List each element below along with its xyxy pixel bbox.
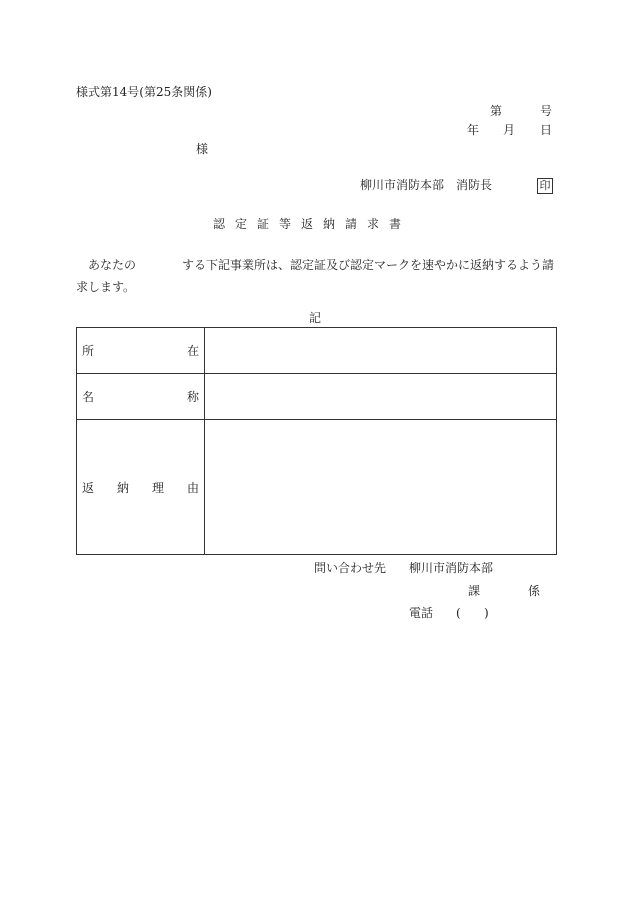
value-cell-location[interactable]: [205, 328, 557, 374]
date-day: 日: [540, 123, 553, 137]
request-body: [76, 254, 556, 298]
date-month: 月: [503, 123, 516, 137]
value-cell-name[interactable]: [205, 374, 557, 420]
doc-no-prefix: 第: [490, 104, 503, 118]
label-cell-location: [77, 328, 205, 374]
table-row-location: [77, 328, 557, 374]
seal-mark: 印: [537, 178, 553, 194]
label-cell-name: [77, 374, 205, 420]
contact-label: 問い合わせ先: [314, 561, 387, 575]
issuer-name: 柳川市消防本部 消防長: [360, 178, 493, 192]
doc-no-suffix: 号: [540, 104, 553, 118]
label-char: 納: [116, 480, 129, 495]
details-table: [76, 327, 557, 555]
body-text-part2: する下記事業所は、認定証及び認定マークを速やかに返納するよう請求します。: [76, 258, 555, 294]
contact-tel-label: 電話: [409, 606, 434, 620]
label-char: 返: [82, 480, 95, 495]
label-char: 理: [151, 480, 164, 495]
label-char: 在: [186, 344, 199, 358]
label-char: 由: [186, 480, 199, 495]
value-cell-reason[interactable]: [205, 420, 557, 555]
label-char: 称: [186, 390, 199, 404]
contact-tel-paren-close: ): [484, 606, 489, 620]
table-row-reason: [77, 420, 557, 555]
contact-tel-paren-open: (: [456, 606, 461, 620]
document-title: 認定証等返納請求書: [213, 217, 412, 231]
label-cell-reason: [77, 420, 205, 555]
addressee-honorific: 様: [196, 142, 209, 156]
label-char: 名: [82, 390, 95, 404]
label-char: 所: [82, 344, 95, 358]
date-year: 年: [467, 123, 480, 137]
form-number: 様式第14号(第25条関係): [76, 85, 212, 99]
contact-dept-kakari: 係: [528, 584, 541, 598]
body-text-part1: あなたの: [88, 258, 137, 272]
table-row-name: [77, 374, 557, 420]
contact-dept-ka: 課: [468, 584, 481, 598]
contact-org: 柳川市消防本部: [409, 561, 494, 575]
ki-heading: 記: [309, 311, 322, 325]
